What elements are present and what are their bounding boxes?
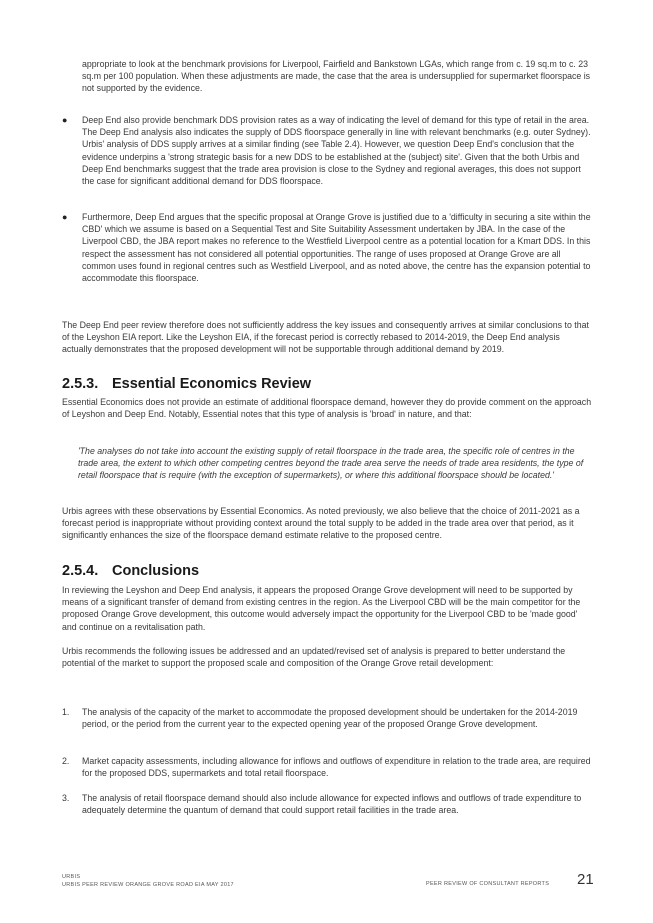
footer-doc-title: URBIS PEER REVIEW ORANGE GROVE ROAD EIA MAY 2017 bbox=[62, 882, 234, 888]
section-number: 2.5.4. bbox=[62, 563, 99, 579]
list-item: The analysis of the capacity of the market to accommodate the proposed development should be undertaken for the 2014-2019 period, or the period from the current year to the expected opening year of the proposed Orange Grove development. bbox=[82, 707, 578, 730]
conclusions-para-1: In reviewing the Leyshon and Deep End analysis, it appears the proposed Orange Grove development will need to be supported by means of a significant transfer of demand from existing centres in the region. As the Liverpool CBD will be the main competitor for the proposed Orange Grove development, this outcome would adversely impact the opportunity for the Liverpool CBD to be 'made good' and continue on a revitalisation path. bbox=[62, 585, 581, 632]
section-number: 2.5.3. bbox=[62, 376, 99, 392]
essential-para-1: Essential Economics does not provide an estimate of additional floorspace demand, however they do provide comment on the approach of Leyshon and Deep End. Notably, Essential notes that this type of analysis is 'broad' in nature, and that: bbox=[62, 397, 592, 420]
page-number: 21 bbox=[577, 871, 594, 888]
bullet-item: Furthermore, Deep End argues that the specific proposal at Orange Grove is justified due to a 'difficulty in securing a site within the CBD' which we assume is based on a Sequential Test and Site Suitability Assessment undertaken by JBA. In the case of the Liverpool CBD, the JBA report makes no reference to the Westfield Liverpool centre as a potential location for a Kmart DDS. In this respect the assessment has not considered all potential opportunities. The range of uses proposed at Orange Grove are all common uses found in regional centres such as Westfield Liverpool, and as noted above, the centre has the expansion potential to accommodate this floorspace. bbox=[82, 212, 591, 284]
essential-para-2: Urbis agrees with these observations by Essential Economics. As noted previously, we also believe that the choice of 2011-2021 as a forecast period is inappropriate without providing context around the total supply to be added in the trade area over that period, as it significantly enhances the size of the floorspace demand estimate relative to the proposed centre. bbox=[62, 506, 580, 541]
footer-left bbox=[62, 873, 234, 889]
list-item-number: 3. bbox=[62, 793, 70, 803]
bullet-item: Deep End also provide benchmark DDS provision rates as a way of indicating the level of demand for this type of retail in the area. The Deep End analysis also indicates the supply of DDS floorspace generally in line with relevant benchmarks (e.g. outer Sydney). Urbis' analysis of DDS supply arrives at a similar finding (see Table 2.4). However, we question Deep End's conclusion that the evidence underpins a 'strong strategic basis for a new DDS to be established at the (subject) site'. Given that the both Urbis and Deep End benchmarks suggest that the trade area provision is close to the Sydney and regional averages, this does not support the case for significant additional demand for DDS floorspace. bbox=[82, 115, 591, 187]
essential-quote: 'The analyses do not take into account the existing supply of retail floorspace in the trade area, the specific role of centres in the trade area, the extent to which other competing centres beyond the trade area serve the needs of trade area residents, the type of retail floorspace that is require (with the exception of supermarkets), or where this additional floorspace should be located.' bbox=[78, 446, 584, 481]
list-item: Market capacity assessments, including allowance for inflows and outflows of expenditure in relation to the trade area, are required for the proposed DDS, supermarkets and total retail floorspace. bbox=[82, 756, 591, 779]
intro-continuation: appropriate to look at the benchmark provisions for Liverpool, Fairfield and Bankstown LGAs, which range from c. 19 sq.m to c. 23 sq.m per 100 population. When these adjustments are made, the case that the area is undersupplied for supermarket floorspace is not supported by the evidence. bbox=[82, 59, 591, 94]
section-title: Essential Economics Review bbox=[112, 376, 312, 392]
list-item: The analysis of retail floorspace demand should also include allowance for expected inflows and outflows of trade expenditure to adequately determine the quantum of demand that could support retail facilities in the trade area. bbox=[82, 793, 582, 816]
conclusions-para-2: Urbis recommends the following issues be addressed and an updated/revised set of analysis is prepared to better understand the potential of the market to support the proposed scale and composition of the Orange Grove retail development: bbox=[62, 646, 566, 669]
section-heading-2-5-3 bbox=[62, 375, 311, 393]
section-heading-2-5-4 bbox=[62, 562, 199, 580]
bullet-icon: ● bbox=[62, 115, 68, 125]
footer-brand: URBIS bbox=[62, 874, 81, 880]
footer-section-title: PEER REVIEW OF CONSULTANT REPORTS bbox=[426, 881, 550, 887]
section-title: Conclusions bbox=[112, 563, 200, 579]
list-item-number: 1. bbox=[62, 707, 70, 717]
deep-end-summary: The Deep End peer review therefore does not sufficiently address the key issues and consequently arrives at similar conclusions to that of the Leyshon EIA report. Like the Leyshon EIA, if the forecast period is correctly rebased to 2014-2019, the Deep End analysis actually demonstrates that the proposed development will not be supportable through additional demand by 2019. bbox=[62, 320, 589, 355]
list-item-number: 2. bbox=[62, 756, 70, 766]
bullet-icon: ● bbox=[62, 212, 68, 222]
